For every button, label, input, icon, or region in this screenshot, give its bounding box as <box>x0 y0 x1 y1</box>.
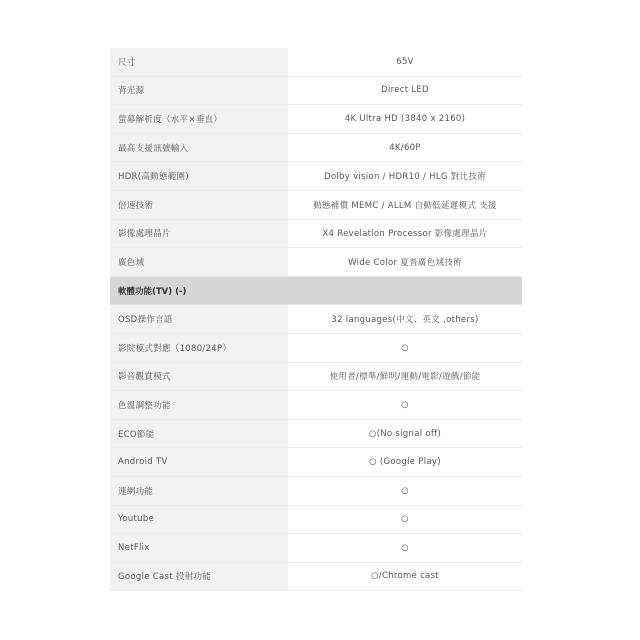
spec-row <box>110 363 522 392</box>
spec-table <box>110 48 522 591</box>
spec-row <box>110 448 522 477</box>
spec-rows-software <box>110 305 522 591</box>
spec-label: 影院模式對應（1080/24P） <box>110 334 288 362</box>
spec-value: ○ (Google Play) <box>288 448 522 476</box>
spec-row <box>110 420 522 449</box>
spec-label: NetFlix <box>110 534 288 562</box>
spec-rows-hardware <box>110 48 522 277</box>
spec-row <box>110 77 522 106</box>
spec-label: Android TV <box>110 448 288 476</box>
spec-label: 尺寸 <box>110 48 288 76</box>
spec-row <box>110 48 522 77</box>
spec-row <box>110 477 522 506</box>
spec-row <box>110 220 522 249</box>
spec-label: 色溫調整功能 <box>110 391 288 419</box>
spec-value: ○ <box>288 506 522 534</box>
spec-value: ○(No signal off) <box>288 420 522 448</box>
spec-row <box>110 162 522 191</box>
spec-value: 動態補償 MEMC / ALLM 自動低延遲模式 支援 <box>288 191 522 219</box>
spec-label: Google Cast 投射功能 <box>110 563 288 591</box>
spec-value: ○ <box>288 477 522 505</box>
spec-value: 65V <box>288 48 522 76</box>
spec-label: 最高支援訊號輸入 <box>110 134 288 162</box>
spec-label: 背光源 <box>110 77 288 105</box>
spec-row <box>110 191 522 220</box>
section-header: 軟體功能(TV) (-) <box>110 277 522 306</box>
spec-row <box>110 105 522 134</box>
spec-value: ○ <box>288 391 522 419</box>
spec-value: ○ <box>288 334 522 362</box>
spec-value: ○/Chrome cast <box>288 563 522 591</box>
spec-value: Direct LED <box>288 77 522 105</box>
spec-row <box>110 506 522 535</box>
spec-value: Dolby vision / HDR10 / HLG 對比技術 <box>288 162 522 190</box>
spec-row <box>110 334 522 363</box>
spec-value: X4 Revelation Processor 影像處理晶片 <box>288 220 522 248</box>
spec-label: Youtube <box>110 506 288 534</box>
spec-row <box>110 134 522 163</box>
spec-row <box>110 534 522 563</box>
spec-label: HDR(高動態範圍) <box>110 162 288 190</box>
spec-row <box>110 391 522 420</box>
spec-value: 32 languages(中文、英文 ,others) <box>288 305 522 333</box>
spec-value: 使用者/標準/鮮明/運動/電影/遊戲/節能 <box>288 363 522 391</box>
spec-value: Wide Color 夏普廣色域技術 <box>288 248 522 276</box>
spec-label: 連網功能 <box>110 477 288 505</box>
spec-value: ○ <box>288 534 522 562</box>
spec-label: 廣色域 <box>110 248 288 276</box>
spec-row <box>110 305 522 334</box>
spec-label: 倍速技術 <box>110 191 288 219</box>
spec-row <box>110 248 522 277</box>
spec-label: ECO節能 <box>110 420 288 448</box>
spec-value: 4K Ultra HD (3840 x 2160) <box>288 105 522 133</box>
spec-row <box>110 563 522 592</box>
spec-label: 影音觀賞模式 <box>110 363 288 391</box>
spec-label: 影像處理晶片 <box>110 220 288 248</box>
spec-label: OSD操作言語 <box>110 305 288 333</box>
spec-value: 4K/60P <box>288 134 522 162</box>
spec-label: 螢幕解析度（水平×垂直） <box>110 105 288 133</box>
